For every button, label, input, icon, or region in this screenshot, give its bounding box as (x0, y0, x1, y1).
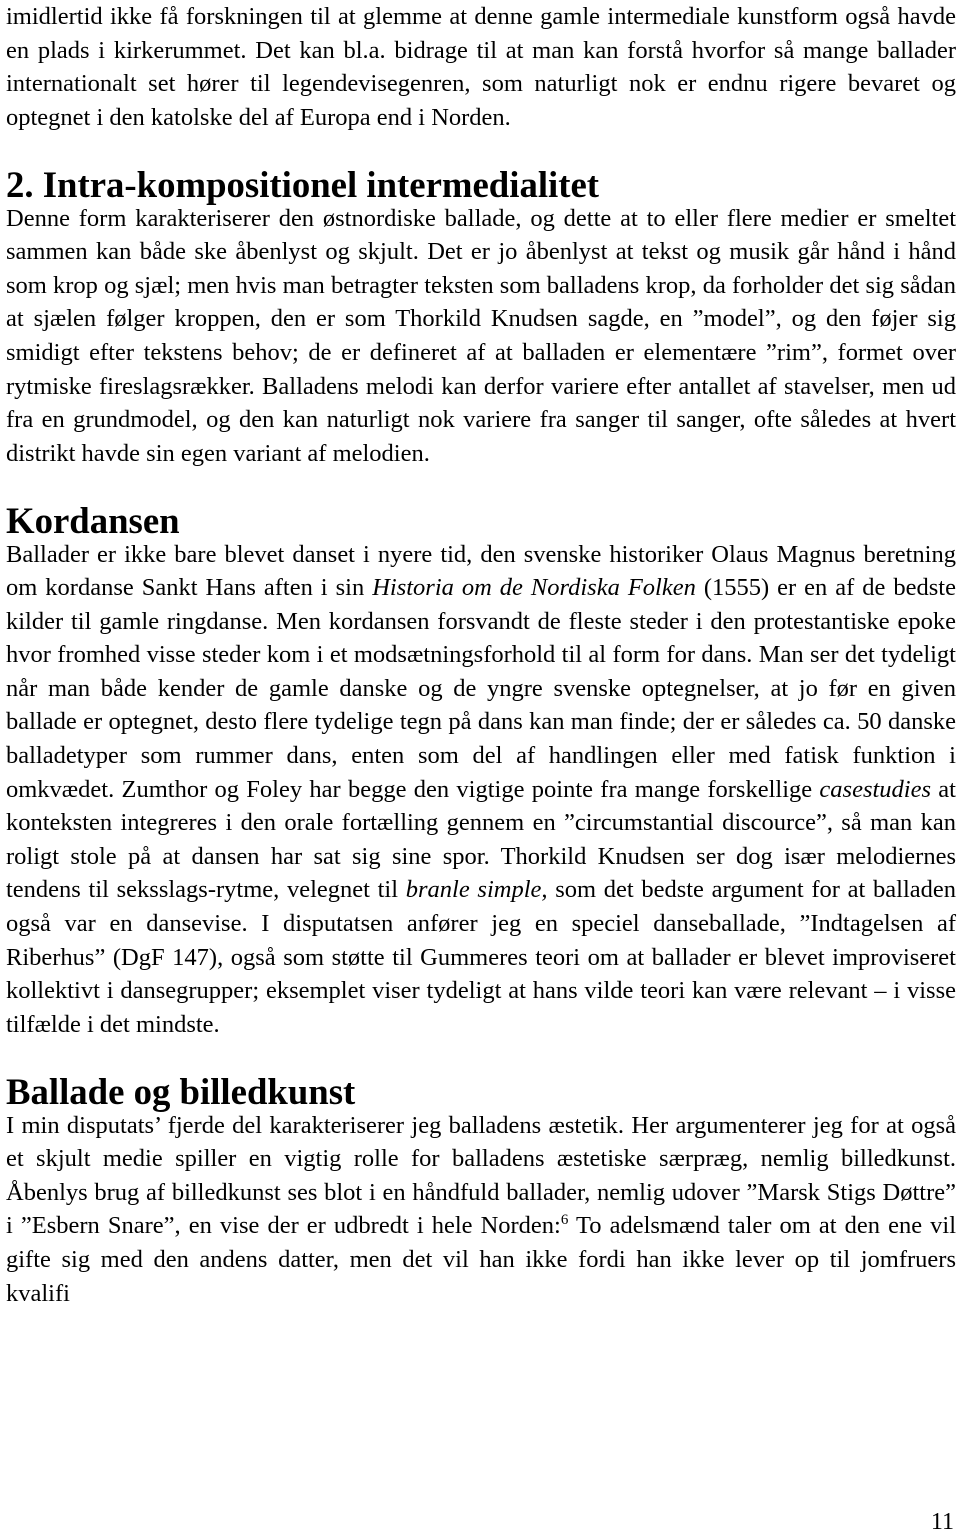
book-title-italic: Historia om de Nordiska Folken (372, 574, 696, 602)
text-run: To adelsmænd taler om at den ene vil gifte sig med den andens datter, men det vil han ikke fordi han ikke lever op til jomfruers kvalifi (6, 1212, 957, 1307)
text-run: I min disputats’ fjerde del karakteriserer jeg balladens æstetik. Her argumenterer jeg for at også et skjult medie spiller en vigtig rolle for balladens æstetiske særpræg, nemlig billedkunst. Åbenlys brug af billedkunst ses blot i en håndfuld ballader, nemlig udover ”Marsk Stigs Døttre” i ”Esbern Snare”, en vise der er udbredt i hele Norden: (6, 1111, 956, 1240)
section-heading-kordansen: Kordansen (6, 499, 180, 541)
continuation-paragraph: imidlertid ikke få forskningen til at glemme at denne gamle intermediale kunstform også havde en plads i kirkerummet. Det kan bl.a. bidrage til at man kan forstå hvorfor så mange ballader internationalt set hører til legendevisegenren, som naturligt nok er endnu rigere bevaret og optegnet i den katolske del af Europa end i Norden. (6, 3, 956, 131)
section-paragraph-kordansen (6, 538, 956, 1042)
paragraph-gap (6, 134, 956, 168)
term-italic: casestudies (819, 775, 932, 803)
paragraph-gap (6, 1041, 956, 1075)
term-italic: branle simple, (405, 876, 548, 904)
section-heading-ballade-og-billedkunst: Ballade og billedkunst (6, 1071, 356, 1112)
section-heading-intra-kompositionel: 2. Intra-kompositionel intermedialitet (6, 163, 600, 205)
paragraph-gap (6, 470, 956, 504)
text-run: Ballader er ikke bare blevet danset i nyere tid, den svenske historiker Olaus Magnus beretning om kordanse Sankt Hans aften i sin (6, 540, 956, 602)
section-paragraph-intra-kompositionel: Denne form karakteriserer den østnordiske ballade, og dette at to eller flere medier er smeltet sammen kan både ske åbenlyst og skjult. Det er jo åbenlyst at tekst og musik går hånd i hånd som krop og sjæl; men hvis man betragter teksten som balladens krop, da forholder det sig sådan at sjælen følger kroppen, den er som Thorkild Knudsen sagde, en ”model”, og den føjer sig smidigt efter tekstens behov; de er defineret af at balladen er elementære ”rim”, formet over rytmiske fireslagsrækker. Balladens melodi kan derfor variere efter antallet af stavelser, men ud fra en grundmodel, og den kan naturligt nok variere fra sanger til sanger, ofte således at hvert distrikt havde sin egen variant af melodien. (6, 204, 956, 467)
text-run: som det bedste argument for at balladen også var en dansevise. I disputatsen anfører jeg en speciel danseballade, ”Indtagelsen af Riberhus” (DgF 147), også som støtte til Gummeres teori om at ballader er blevet improviseret kollektivt i dansegrupper; eksemplet viser tydeligt at hans vilde teori kan være relevant – i visse tilfælde i det mindste. (6, 876, 956, 1038)
section-paragraph-ballade-og-billedkunst (6, 1109, 956, 1311)
footnote-reference: 6 (560, 1212, 569, 1229)
text-run: (1555) er en af de bedste kilder til gamle ringdanse. Men kordansen forsvandt de fleste steder i den protestantiske epoke hvor fromhed visse steder kom i et modsætningsforhold til al form for dans. Man ser det tydeligt når man både kender de gamle danske og de yngre svenske optegnelser, at jo før en given ballade er optegnet, desto flere tydelige tegn på dans kan man finde; der er således ca. 50 danske balladetyper som rummer dans, enten som del af handlingen eller med fatisk funktion i omkvædet. Zumthor og Foley har begge den vigtige pointe fra mange forskellige (6, 574, 956, 803)
document-page (6, 0, 956, 1310)
page-number: 11 (930, 1509, 954, 1535)
text-run: at konteksten integreres i den orale fortælling gennem en ”circumstantial discource”, så man kan roligt stole på at dansen har sat sig sine spor. Thorkild Knudsen ser dog især melodiernes tendens til seksslags-rytme, velegnet til (6, 775, 956, 904)
